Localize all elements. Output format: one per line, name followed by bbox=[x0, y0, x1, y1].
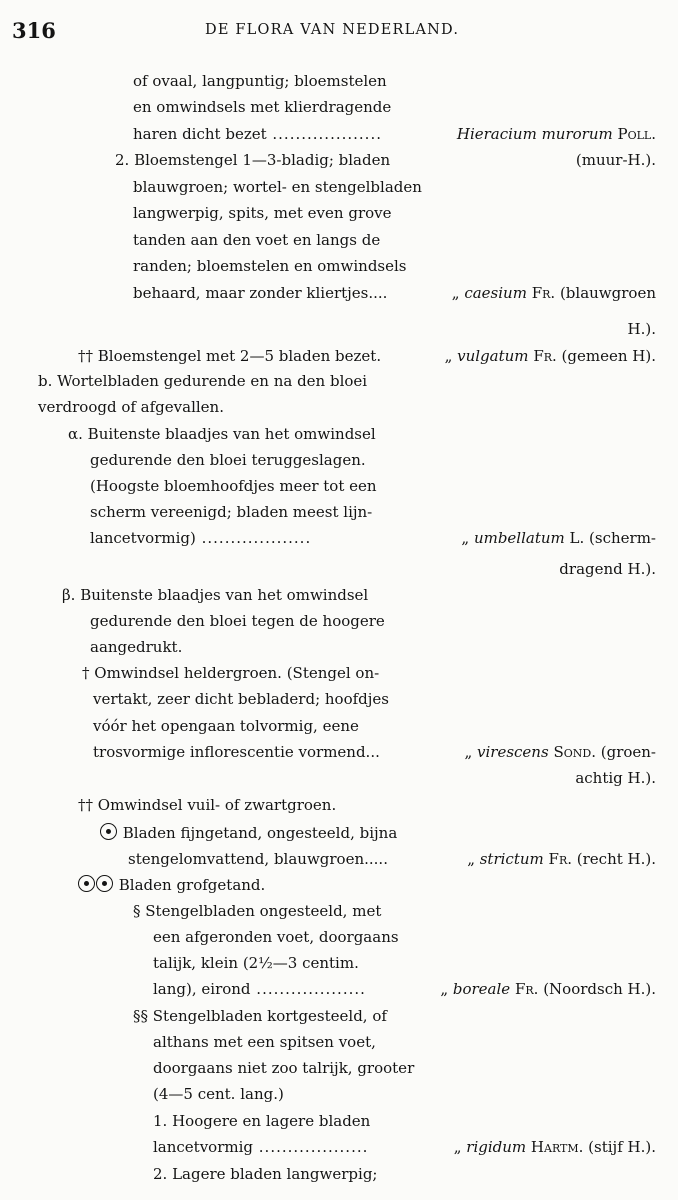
species-latin: boreale bbox=[452, 980, 511, 998]
line-text bbox=[133, 174, 422, 200]
line-body: doorgaans niet zoo talrijk, grooter bbox=[153, 1059, 415, 1077]
line-text bbox=[153, 1029, 376, 1055]
text-line bbox=[0, 253, 678, 279]
line-body: 2. Bloemstengel 1—3-bladig; bladen bbox=[115, 151, 391, 169]
line-text bbox=[133, 94, 391, 120]
text-line bbox=[0, 872, 678, 898]
line-body: behaard, maar zonder kliertjes.... bbox=[133, 284, 388, 302]
line-body: b. Wortelbladen gedurende en na den bloei bbox=[38, 372, 368, 390]
line-body: stengelomvattend, blauwgroen..... bbox=[128, 850, 388, 868]
circle-dot-icon bbox=[78, 875, 95, 892]
species-latin: vulgatum bbox=[457, 347, 529, 365]
text-line bbox=[0, 174, 678, 200]
text-line bbox=[0, 976, 678, 1002]
text-line bbox=[0, 94, 678, 120]
text-line bbox=[0, 846, 678, 872]
line-body: langwerpig, spits, met even grove bbox=[133, 204, 392, 222]
line-text bbox=[153, 976, 366, 1002]
text-line bbox=[0, 368, 678, 394]
species-author: Fr. bbox=[533, 347, 557, 365]
text-line bbox=[0, 820, 678, 846]
running-title: DE FLORA VAN NEDERLAND. bbox=[205, 22, 460, 38]
line-body: Bladen grofgetand. bbox=[118, 876, 266, 894]
text-line bbox=[0, 686, 678, 712]
text-line bbox=[0, 1003, 678, 1029]
line-body: † Omwindsel heldergroen. (Stengel on- bbox=[82, 664, 380, 682]
line-body: 1. Hoogere en lagere bladen bbox=[153, 1112, 371, 1130]
line-text bbox=[78, 792, 336, 818]
line-body: § Stengelbladen ongesteeld, met bbox=[133, 902, 382, 920]
text-line bbox=[0, 447, 678, 473]
species-name: achtig H.). bbox=[575, 769, 656, 787]
species-latin: rigidum bbox=[466, 1138, 527, 1156]
text-line bbox=[0, 1134, 678, 1160]
species-name: „ umbellatum L. (scherm- bbox=[461, 529, 656, 547]
line-body: verdroogd of afgevallen. bbox=[38, 398, 224, 416]
line-body: †† Bloemstengel met 2—5 bladen bezet. bbox=[78, 347, 382, 365]
line-text bbox=[153, 1108, 370, 1134]
line-text bbox=[62, 582, 368, 608]
line-body: een afgeronden voet, doorgaans bbox=[153, 928, 399, 946]
line-text bbox=[78, 872, 265, 898]
line-text bbox=[90, 447, 366, 473]
text-line bbox=[0, 316, 678, 342]
line-body: scherm vereenigd; bladen meest lijn- bbox=[90, 503, 373, 521]
line-body: talijk, klein (2½—3 centim. bbox=[153, 954, 359, 972]
circle-dot-icon bbox=[96, 875, 113, 892]
text-line bbox=[0, 608, 678, 634]
line-text bbox=[133, 280, 387, 306]
species-author: Fr. bbox=[531, 284, 556, 302]
text-line bbox=[0, 1081, 678, 1107]
species-name: „ rigidum Hartm. (stijf H.). bbox=[453, 1138, 656, 1156]
text-line bbox=[0, 739, 678, 765]
line-body: lancetvormig ..... bbox=[153, 1138, 368, 1156]
line-body: α. Buitenste blaadjes van het omwindsel bbox=[68, 425, 376, 443]
text-line bbox=[0, 343, 678, 369]
text-line bbox=[0, 660, 678, 686]
line-text bbox=[153, 950, 359, 976]
line-body: (Hoogste bloemhoofdjes meer tot een bbox=[90, 477, 377, 495]
line-text bbox=[133, 200, 392, 226]
text-line bbox=[0, 765, 678, 791]
text-line bbox=[0, 634, 678, 660]
line-text bbox=[133, 227, 380, 253]
line-text bbox=[100, 820, 397, 846]
species-name: „ vulgatum Fr. (gemeen H). bbox=[444, 347, 656, 365]
text-line bbox=[0, 898, 678, 924]
line-body: lang), eirond ..... bbox=[153, 980, 366, 998]
line-text bbox=[133, 1003, 387, 1029]
text-line bbox=[0, 1029, 678, 1055]
text-line bbox=[0, 121, 678, 147]
line-body: Bladen fijngetand, ongesteeld, bijna bbox=[122, 824, 398, 842]
species-name: „ virescens Sond. (groen- bbox=[464, 743, 656, 761]
line-body: blauwgroen; wortel- en stengelbladen bbox=[133, 178, 422, 196]
line-text bbox=[38, 368, 367, 394]
line-text bbox=[78, 343, 381, 369]
line-body: §§ Stengelbladen kortgesteeld, of bbox=[133, 1007, 387, 1025]
page-number: 316 bbox=[12, 18, 56, 43]
line-text bbox=[90, 634, 182, 660]
species-name: „ boreale Fr. (Noordsch H.). bbox=[440, 980, 656, 998]
text-line bbox=[0, 280, 678, 306]
species-author: Sond. bbox=[553, 743, 596, 761]
text-line bbox=[0, 713, 678, 739]
species-name: „ caesium Fr. (blauwgroen bbox=[451, 284, 656, 302]
text-line bbox=[0, 1161, 678, 1187]
line-text bbox=[90, 499, 372, 525]
line-body: †† Omwindsel vuil- of zwartgroen. bbox=[78, 796, 337, 814]
species-latin: strictum bbox=[479, 850, 544, 868]
text-line bbox=[0, 792, 678, 818]
line-text bbox=[133, 121, 382, 147]
line-text bbox=[38, 394, 224, 420]
line-text bbox=[133, 253, 407, 279]
line-text bbox=[93, 686, 389, 712]
text-line bbox=[0, 394, 678, 420]
line-text bbox=[93, 713, 359, 739]
line-text bbox=[153, 1134, 368, 1160]
line-text bbox=[133, 68, 387, 94]
species-latin: umbellatum bbox=[473, 529, 565, 547]
species-name: „ strictum Fr. (recht H.). bbox=[467, 850, 656, 868]
species-author: Poll. bbox=[617, 125, 656, 143]
line-text bbox=[93, 739, 380, 765]
text-line bbox=[0, 68, 678, 94]
line-body: β. Buitenste blaadjes van het omwindsel bbox=[62, 586, 369, 604]
line-text bbox=[68, 421, 376, 447]
species-latin: virescens bbox=[477, 743, 549, 761]
text-line bbox=[0, 924, 678, 950]
text-line bbox=[0, 421, 678, 447]
line-text bbox=[153, 1081, 284, 1107]
text-line bbox=[0, 582, 678, 608]
line-text bbox=[133, 898, 381, 924]
text-line bbox=[0, 525, 678, 551]
line-body: en omwindsels met klierdragende bbox=[133, 98, 392, 116]
text-line bbox=[0, 1055, 678, 1081]
species-author: Fr. bbox=[514, 980, 539, 998]
line-text bbox=[90, 473, 377, 499]
text-line bbox=[0, 200, 678, 226]
text-line bbox=[0, 227, 678, 253]
species-name: dragend H.). bbox=[559, 560, 656, 578]
text-line bbox=[0, 499, 678, 525]
species-latin: Hieracium murorum bbox=[456, 125, 613, 143]
line-body: 2. Lagere bladen langwerpig; bbox=[153, 1165, 378, 1183]
line-body: randen; bloemstelen en omwindsels bbox=[133, 257, 407, 275]
line-body: althans met een spitsen voet, bbox=[153, 1033, 376, 1051]
line-text bbox=[153, 924, 399, 950]
species-name bbox=[457, 121, 656, 147]
line-text bbox=[82, 660, 379, 686]
text-line bbox=[0, 950, 678, 976]
line-text bbox=[90, 608, 385, 634]
text-line bbox=[0, 147, 678, 173]
line-body: haren dicht bezet ..... bbox=[133, 125, 382, 143]
line-body: gedurende den bloei tegen de hoogere bbox=[90, 612, 385, 630]
species-author: Hartm. bbox=[530, 1138, 584, 1156]
line-body: vóór het opengaan tolvormig, eene bbox=[93, 717, 359, 735]
circle-dot-icon bbox=[100, 823, 117, 840]
text-line bbox=[0, 1108, 678, 1134]
line-text bbox=[153, 1161, 377, 1187]
line-body: of ovaal, langpuntig; bloemstelen bbox=[133, 72, 387, 90]
line-text bbox=[153, 1055, 414, 1081]
line-body: gedurende den bloei teruggeslagen. bbox=[90, 451, 366, 469]
species-author: L. bbox=[569, 529, 585, 547]
line-body: trosvormige inflorescentie vormend... bbox=[93, 743, 380, 761]
text-line bbox=[0, 473, 678, 499]
species-author: Fr. bbox=[548, 850, 572, 868]
line-text bbox=[128, 846, 388, 872]
line-body: tanden aan den voet en langs de bbox=[133, 231, 381, 249]
species-name: (muur-H.). bbox=[575, 151, 656, 169]
species-name: H.). bbox=[627, 320, 656, 338]
species-latin: caesium bbox=[464, 284, 527, 302]
line-body: lancetvormig) ..... bbox=[90, 529, 311, 547]
line-body: (4—5 cent. lang.) bbox=[153, 1085, 284, 1103]
line-text bbox=[90, 525, 311, 551]
line-body: vertakt, zeer dicht bebladerd; hoofdjes bbox=[93, 690, 389, 708]
line-text bbox=[115, 147, 390, 173]
line-body: aangedrukt. bbox=[90, 638, 183, 656]
text-line bbox=[0, 556, 678, 582]
